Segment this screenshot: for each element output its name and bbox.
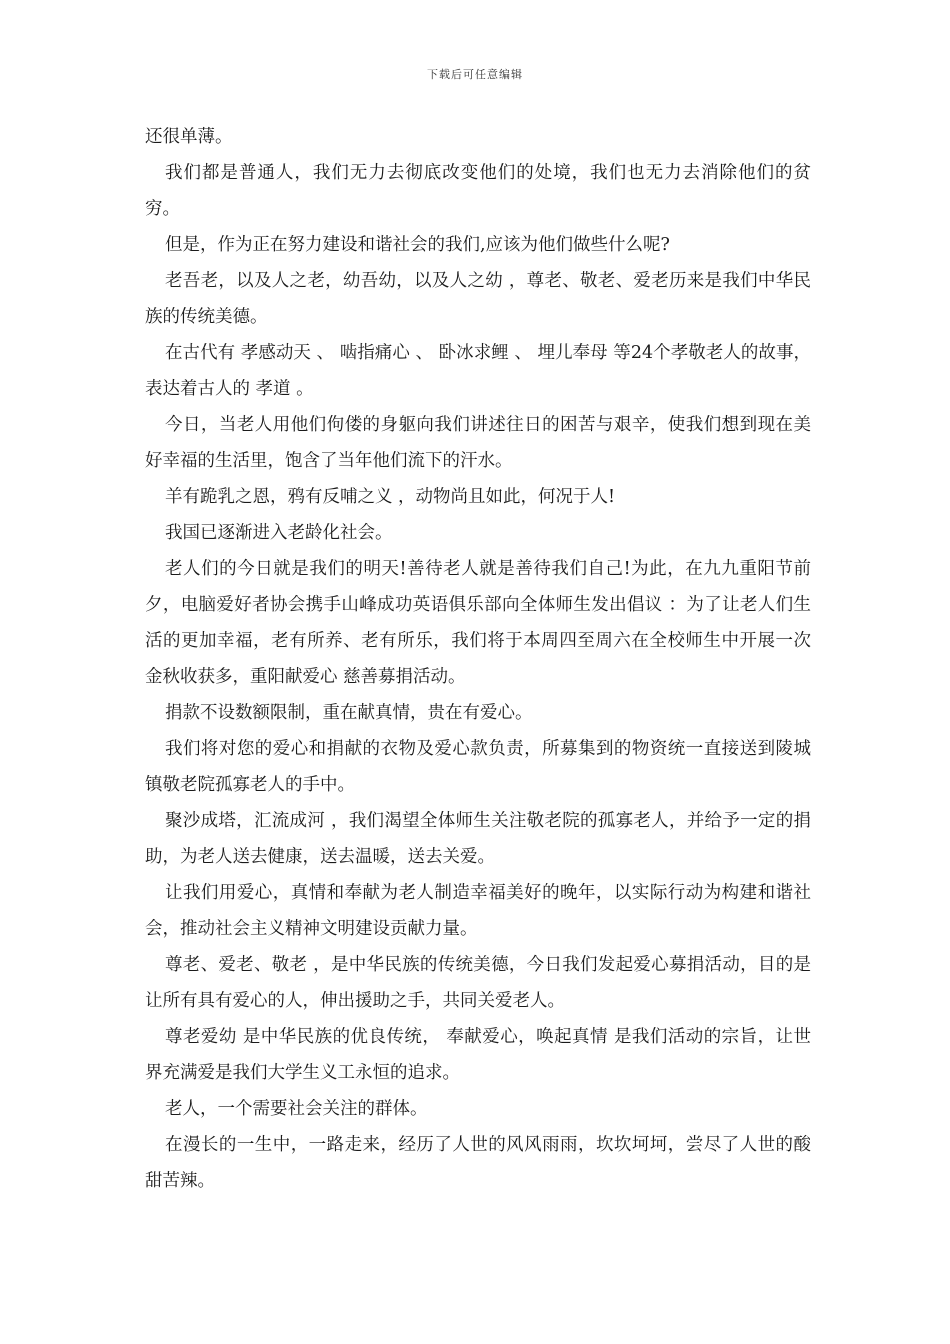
paragraph: 老吾老，以及人之老，幼吾幼，以及人之幼 ，尊老、敬老、爱老历来是我们中华民族的传统美德。 bbox=[145, 271, 811, 327]
paragraph: 捐款不设数额限制，重在献真情，贵在有爱心。 bbox=[165, 703, 533, 723]
paragraph: 羊有跪乳之恩，鸦有反哺之义 ，动物尚且如此，何况于人! bbox=[165, 487, 616, 507]
paragraph: 我们将对您的爱心和捐献的衣物及爱心款负责，所募集到的物资统一直接送到陵城镇敬老院孤寡老人的手中。 bbox=[145, 739, 811, 795]
paragraph: 尊老、爱老、敬老 ，是中华民族的传统美德，今日我们发起爱心募捐活动，目的是让所有具有爱心的人，伸出援助之手，共同关爱老人。 bbox=[145, 955, 811, 1011]
paragraph: 尊老爱幼 是中华民族的优良传统， 奉献爱心，唤起真情 是我们活动的宗旨，让世界充满爱是我们大学生义工永恒的追求。 bbox=[145, 1027, 811, 1083]
paragraph: 今日，当老人用他们佝偻的身躯向我们讲述往日的困苦与艰辛，使我们想到现在美好幸福的生活里，饱含了当年他们流下的汗水。 bbox=[145, 415, 811, 471]
paragraph: 聚沙成塔，汇流成河 ，我们渴望全体师生关注敬老院的孤寡老人，并给予一定的捐助，为老人送去健康，送去温暖，送去关爱。 bbox=[145, 811, 811, 867]
document-body bbox=[145, 119, 811, 1199]
paragraph: 让我们用爱心，真情和奉献为老人制造幸福美好的晚年，以实际行动为构建和谐社会，推动社会主义精神文明建设贡献力量。 bbox=[145, 883, 811, 939]
paragraph: 还很单薄。 bbox=[145, 127, 233, 147]
paragraph: 老人们的今日就是我们的明天!善待老人就是善待我们自己!为此，在九九重阳节前夕，电脑爱好者协会携手山峰成功英语俱乐部向全体师生发出倡议 ：为了让老人们生活的更加幸福，老有所养、老有所乐，我们将于本周四至周六在全校师生中开展一次 金秋收获多，重阳献爱心 慈善募捐活动。 bbox=[145, 559, 811, 687]
paragraph: 老人，一个需要社会关注的群体。 bbox=[165, 1099, 428, 1119]
paragraph: 我们都是普通人，我们无力去彻底改变他们的处境，我们也无力去消除他们的贫穷。 bbox=[145, 163, 811, 219]
paragraph: 在古代有 孝感动天 、 啮指痛心 、 卧冰求鲤 、 埋儿奉母 等24个孝敬老人的故事，表达着古人的 孝道 。 bbox=[145, 343, 811, 399]
paragraph: 在漫长的一生中，一路走来，经历了人世的风风雨雨，坎坎坷坷，尝尽了人世的酸甜苦辣。 bbox=[145, 1135, 811, 1191]
paragraph: 但是，作为正在努力建设和谐社会的我们,应该为他们做些什么呢? bbox=[165, 235, 670, 255]
paragraph: 我国已逐渐进入老龄化社会。 bbox=[165, 523, 393, 543]
page-header: 下载后可任意编辑 bbox=[427, 68, 523, 81]
